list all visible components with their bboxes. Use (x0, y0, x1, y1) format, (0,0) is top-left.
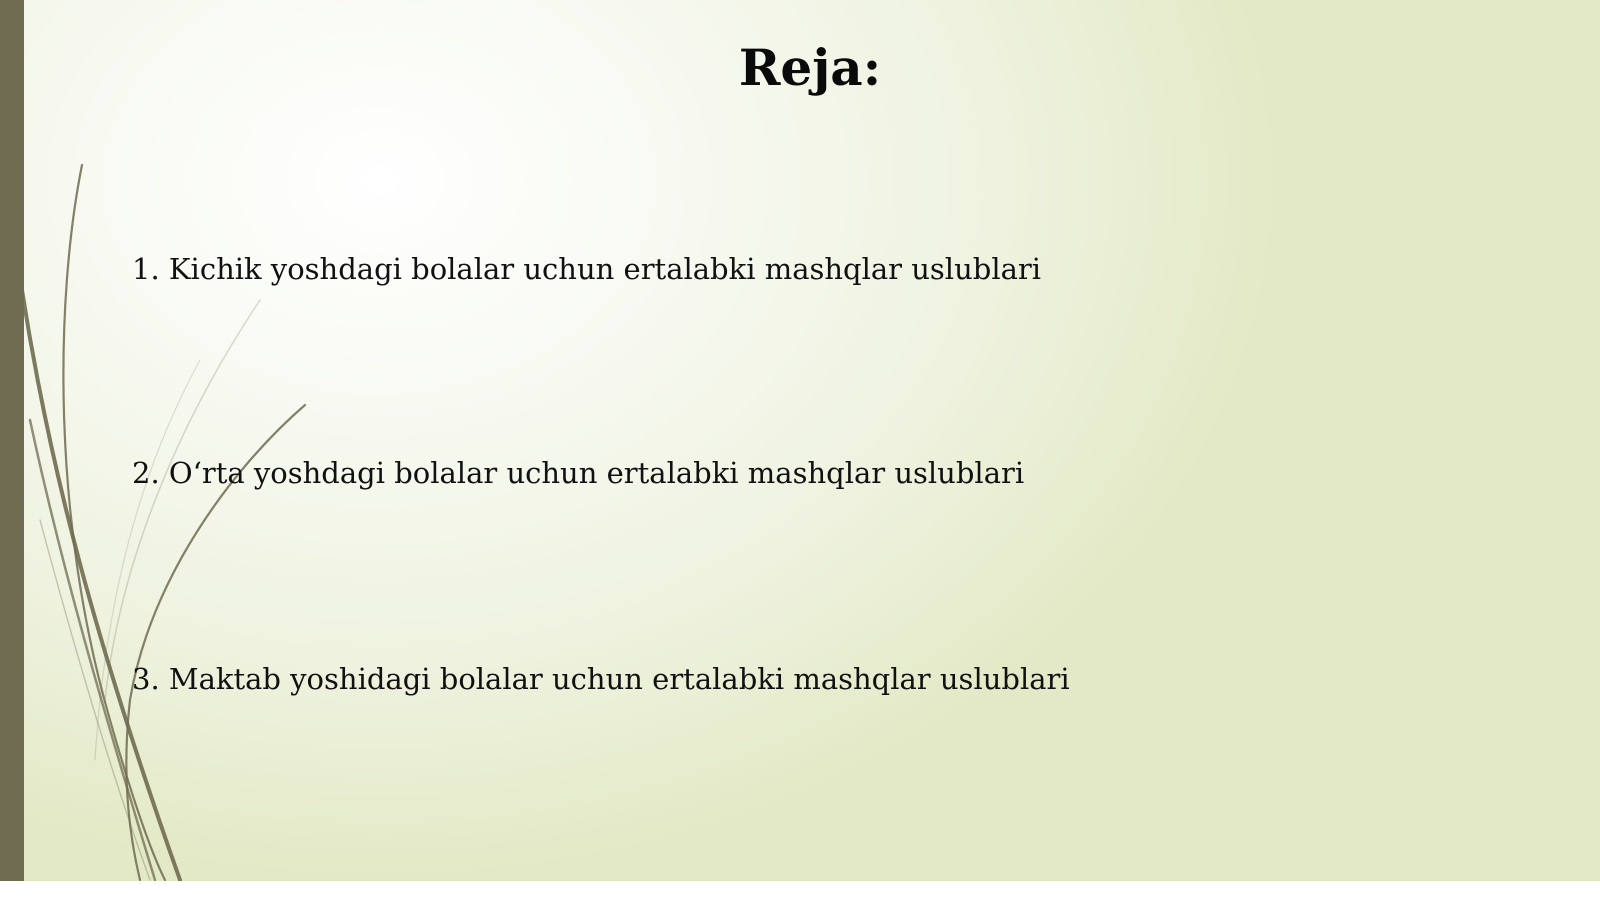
bottom-band (0, 881, 1600, 899)
plan-item-3: 3. Maktab yoshidagi bolalar uchun ertalabki mashqlar uslublari (132, 662, 1070, 696)
slide-title: Reja: (738, 38, 882, 97)
plan-item-1: 1. Kichik yoshdagi bolalar uchun ertalabki mashqlar uslublari (132, 252, 1042, 286)
grass-decoration-icon (0, 0, 420, 899)
plan-item-2: 2. O‘rta yoshdagi bolalar uchun ertalabki mashqlar uslublari (132, 456, 1025, 490)
